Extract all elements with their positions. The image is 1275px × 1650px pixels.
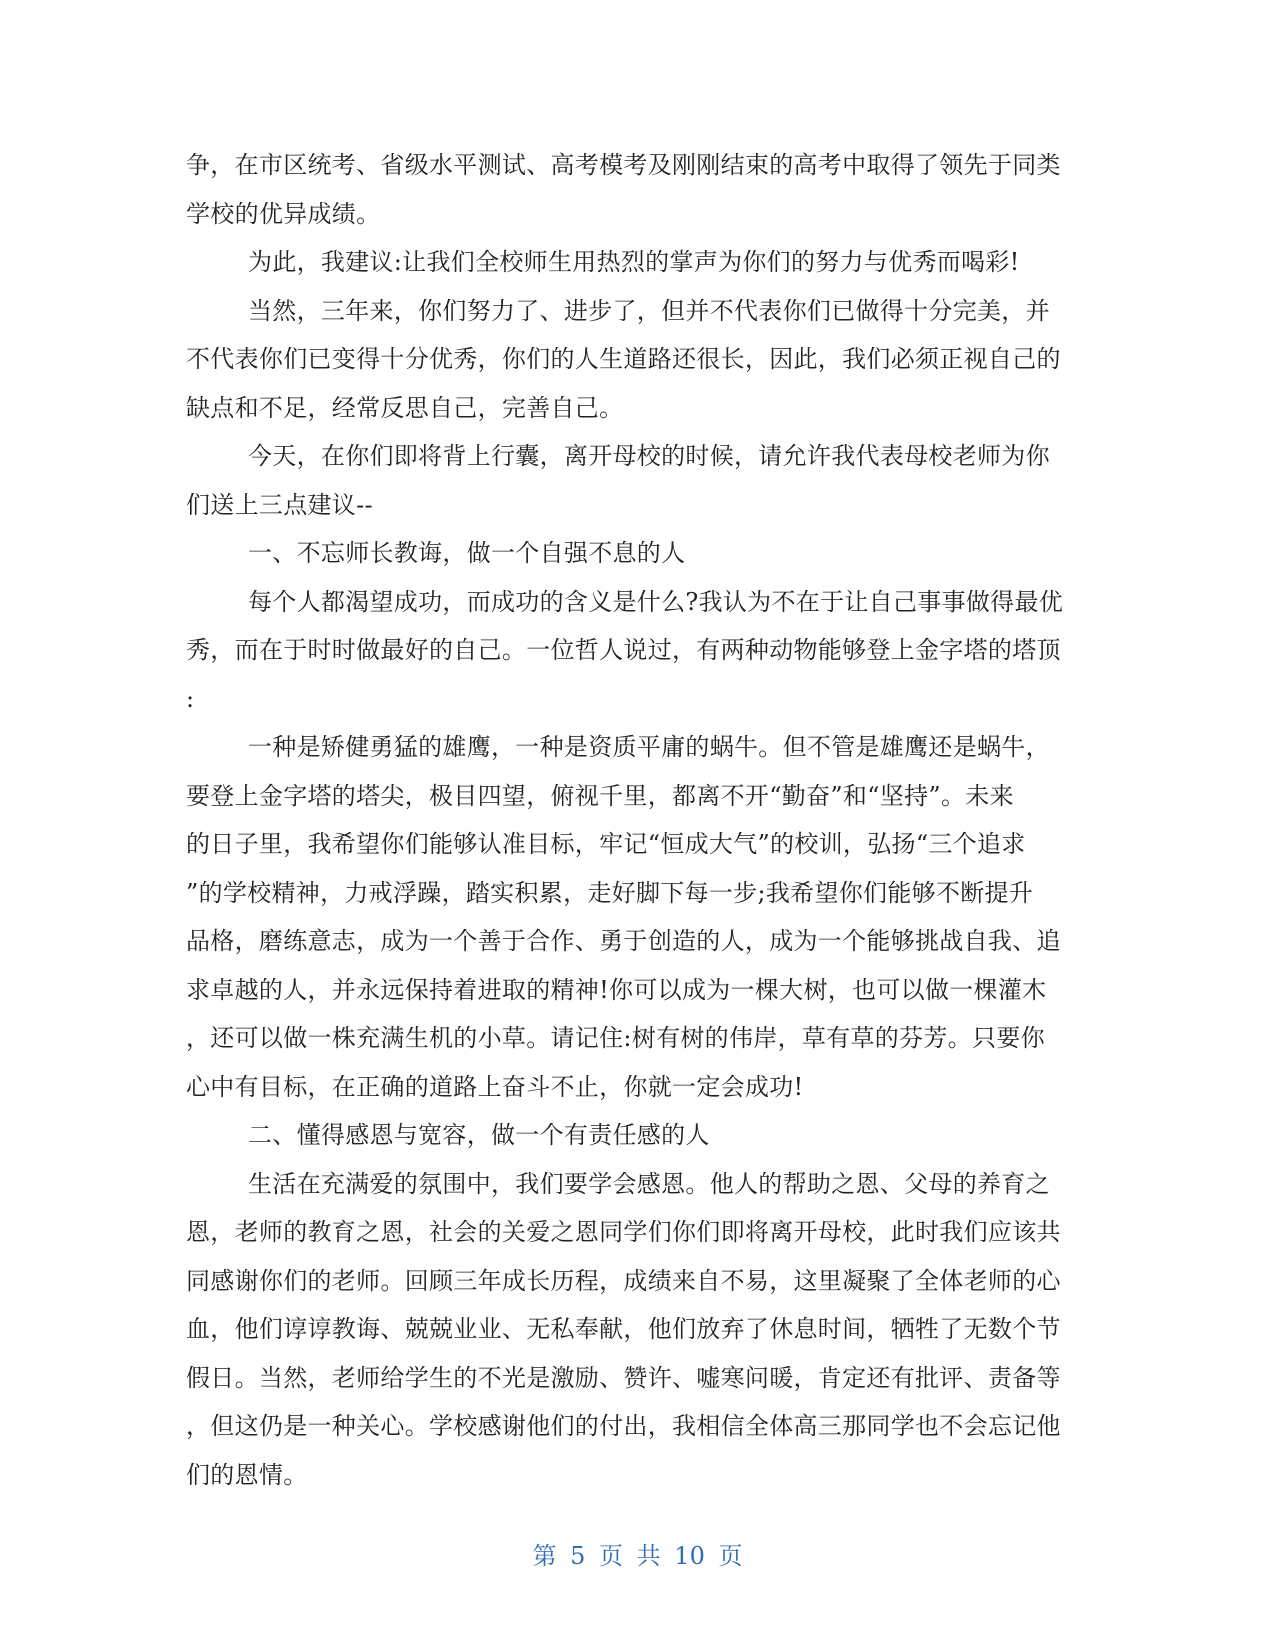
- text-line: 学校的优异成绩。: [186, 199, 381, 228]
- text-line: 一种是矫健勇猛的雄鹰，一种是资质平庸的蜗牛。但不管是雄鹰还是蜗牛，: [248, 733, 1050, 761]
- text-line: 求卓越的人，并永远保持着进取的精神!你可以成为一棵大树，也可以做一棵灌木: [186, 975, 1047, 1004]
- page-number-footer: 第 5 页 共 10 页: [532, 1542, 743, 1570]
- text-line: ”的学校精神，力戒浮躁，踏实积累，走好脚下每一步;我希望你们能够不断提升: [186, 878, 1034, 907]
- text-line: 们的恩情。: [186, 1460, 308, 1489]
- section-heading: 一、不忘师长教诲，做一个自强不息的人: [248, 539, 686, 567]
- text-line: 的日子里，我希望你们能够认准目标，牢记“恒成大气”的校训，弘扬“三个追求: [186, 830, 1026, 858]
- document-body: [186, 141, 1092, 1499]
- text-line: 们送上三点建议--: [186, 490, 373, 519]
- text-line: 生活在充满爱的氛围中，我们要学会感恩。他人的帮助之恩、父母的养育之: [248, 1169, 1050, 1198]
- text-line: 假日。当然，老师给学生的不光是激励、赞许、嘘寒问暖，肯定还有批评、责备等: [186, 1363, 1061, 1392]
- text-line: 心中有目标，在正确的道路上奋斗不止，你就一定会成功!: [186, 1072, 804, 1101]
- text-line: 品格，磨练意志，成为一个善于合作、勇于创造的人，成为一个能够挑战自我、追: [186, 927, 1061, 955]
- text-line: 每个人都渴望成功，而成功的含义是什么?我认为不在于让自己事事做得最优: [248, 587, 1064, 616]
- text-line: 血，他们谆谆教诲、兢兢业业、无私奉献，他们放弃了休息时间，牺牲了无数个节: [186, 1315, 1061, 1343]
- text-line: 同感谢你们的老师。回顾三年成长历程，成绩来自不易，这里凝聚了全体老师的心: [186, 1266, 1061, 1295]
- section-heading: 二、懂得感恩与宽容，做一个有责任感的人: [248, 1121, 710, 1149]
- text-line: 今天，在你们即将背上行囊，离开母校的时候，请允许我代表母校老师为你: [248, 442, 1050, 470]
- text-line: 不代表你们已变得十分优秀，你们的人生道路还很长，因此，我们必须正视自己的: [186, 345, 1061, 373]
- text-line: ，但这仍是一种关心。学校感谢他们的付出，我相信全体高三那同学也不会忘记他: [186, 1412, 1061, 1440]
- text-line: ，还可以做一株充满生机的小草。请记住:树有树的伟岸，草有草的芬芳。只要你: [186, 1024, 1045, 1052]
- text-line: 要登上金字塔的塔尖，极目四望，俯视千里，都离不开“勤奋”和“坚持”。未来: [186, 781, 1014, 810]
- text-line: 缺点和不足，经常反思自己，完善自己。: [186, 393, 624, 422]
- text-line: 当然，三年来，你们努力了、进步了，但并不代表你们已做得十分完美，并: [248, 296, 1050, 325]
- text-line: 为此，我建议:让我们全校师生用热烈的掌声为你们的努力与优秀而喝彩!: [248, 248, 1020, 276]
- text-line: :: [186, 684, 195, 713]
- text-line: 恩，老师的教育之恩，社会的关爱之恩同学们你们即将离开母校，此时我们应该共: [186, 1218, 1061, 1246]
- text-line: 争，在市区统考、省级水平测试、高考模考及刚刚结束的高考中取得了领先于同类: [186, 151, 1061, 179]
- text-line: 秀，而在于时时做最好的自己。一位哲人说过，有两种动物能够登上金字塔的塔顶: [186, 636, 1061, 664]
